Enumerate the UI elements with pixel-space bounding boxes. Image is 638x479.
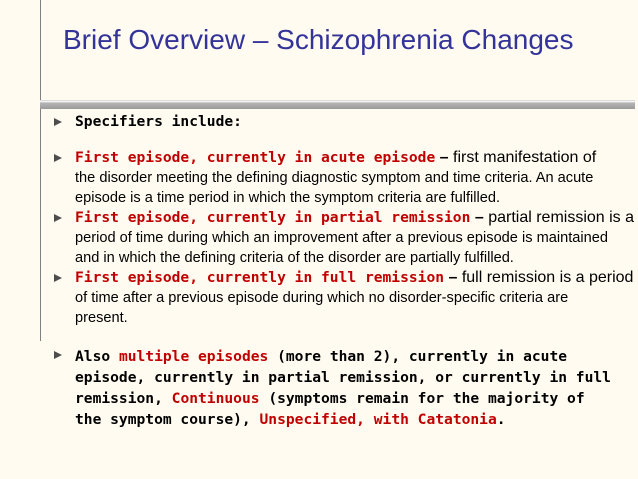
bullet-first-episode-full [0, 268, 638, 328]
bullet-lead-text: first manifestation of [453, 149, 597, 166]
bullet-body-text: the disorder meeting the defining diagnostic symptom and time criteria. An acute episode is a time period in which the symptom criteria are fulfilled. [75, 170, 594, 206]
also-with-catatonia: with Catatonia [373, 411, 497, 428]
bullet-body-text: period of time during which an improvement after a previous episode is maintained and in which the defining criteria of the disorder are partially fulfilled. [75, 230, 608, 266]
bullet-heading: First episode, currently in full remission [75, 269, 445, 286]
bullet-arrow-icon [54, 274, 62, 282]
bullet-arrow-icon [54, 351, 62, 359]
bullet-specifiers [0, 112, 638, 132]
also-text-2: (symptoms remain for the majority of the symptom course), [75, 390, 585, 428]
also-continuous: Continuous [171, 390, 260, 407]
bullet-separator: – [444, 269, 462, 286]
also-text-1: (more than 2), currently in acute episode, currently in partial remission, or currently in full remission, [75, 348, 611, 407]
bullet-lead-line [75, 268, 634, 288]
also-prefix: Also [75, 348, 119, 365]
bullet-separator: – [470, 209, 489, 226]
slide-body [0, 112, 638, 430]
also-comma: , [356, 411, 374, 428]
bullet-lead-line [75, 148, 616, 168]
bullet-arrow-icon [54, 214, 62, 222]
bullet-heading: First episode, currently in partial remission [75, 209, 471, 226]
bullet-first-episode-acute [0, 148, 638, 208]
bullet-arrow-icon [54, 154, 62, 162]
bullet-also-episodes [0, 346, 638, 430]
bullet-heading: First episode, currently in acute episode [75, 149, 436, 166]
bullet-body-text: of time after a previous episode during which no disorder-specific criteria are present. [75, 290, 569, 326]
also-multiple-episodes: multiple episodes [118, 348, 269, 365]
title-underline-bar [40, 100, 635, 109]
bullet-lead-text: full remission is a period [461, 269, 634, 286]
also-unspecified: Unspecified [259, 411, 357, 428]
bullet-specifiers-text: Specifiers include: [75, 113, 242, 130]
slide-title: Brief Overview – Schizophrenia Changes [63, 24, 574, 55]
bullet-separator: – [435, 149, 454, 166]
bullet-arrow-icon [54, 118, 62, 126]
also-end: . [496, 411, 506, 428]
bullet-lead-line [75, 208, 635, 228]
bullet-lead-text: partial remission is a [488, 209, 635, 226]
bullet-first-episode-partial [0, 208, 638, 268]
